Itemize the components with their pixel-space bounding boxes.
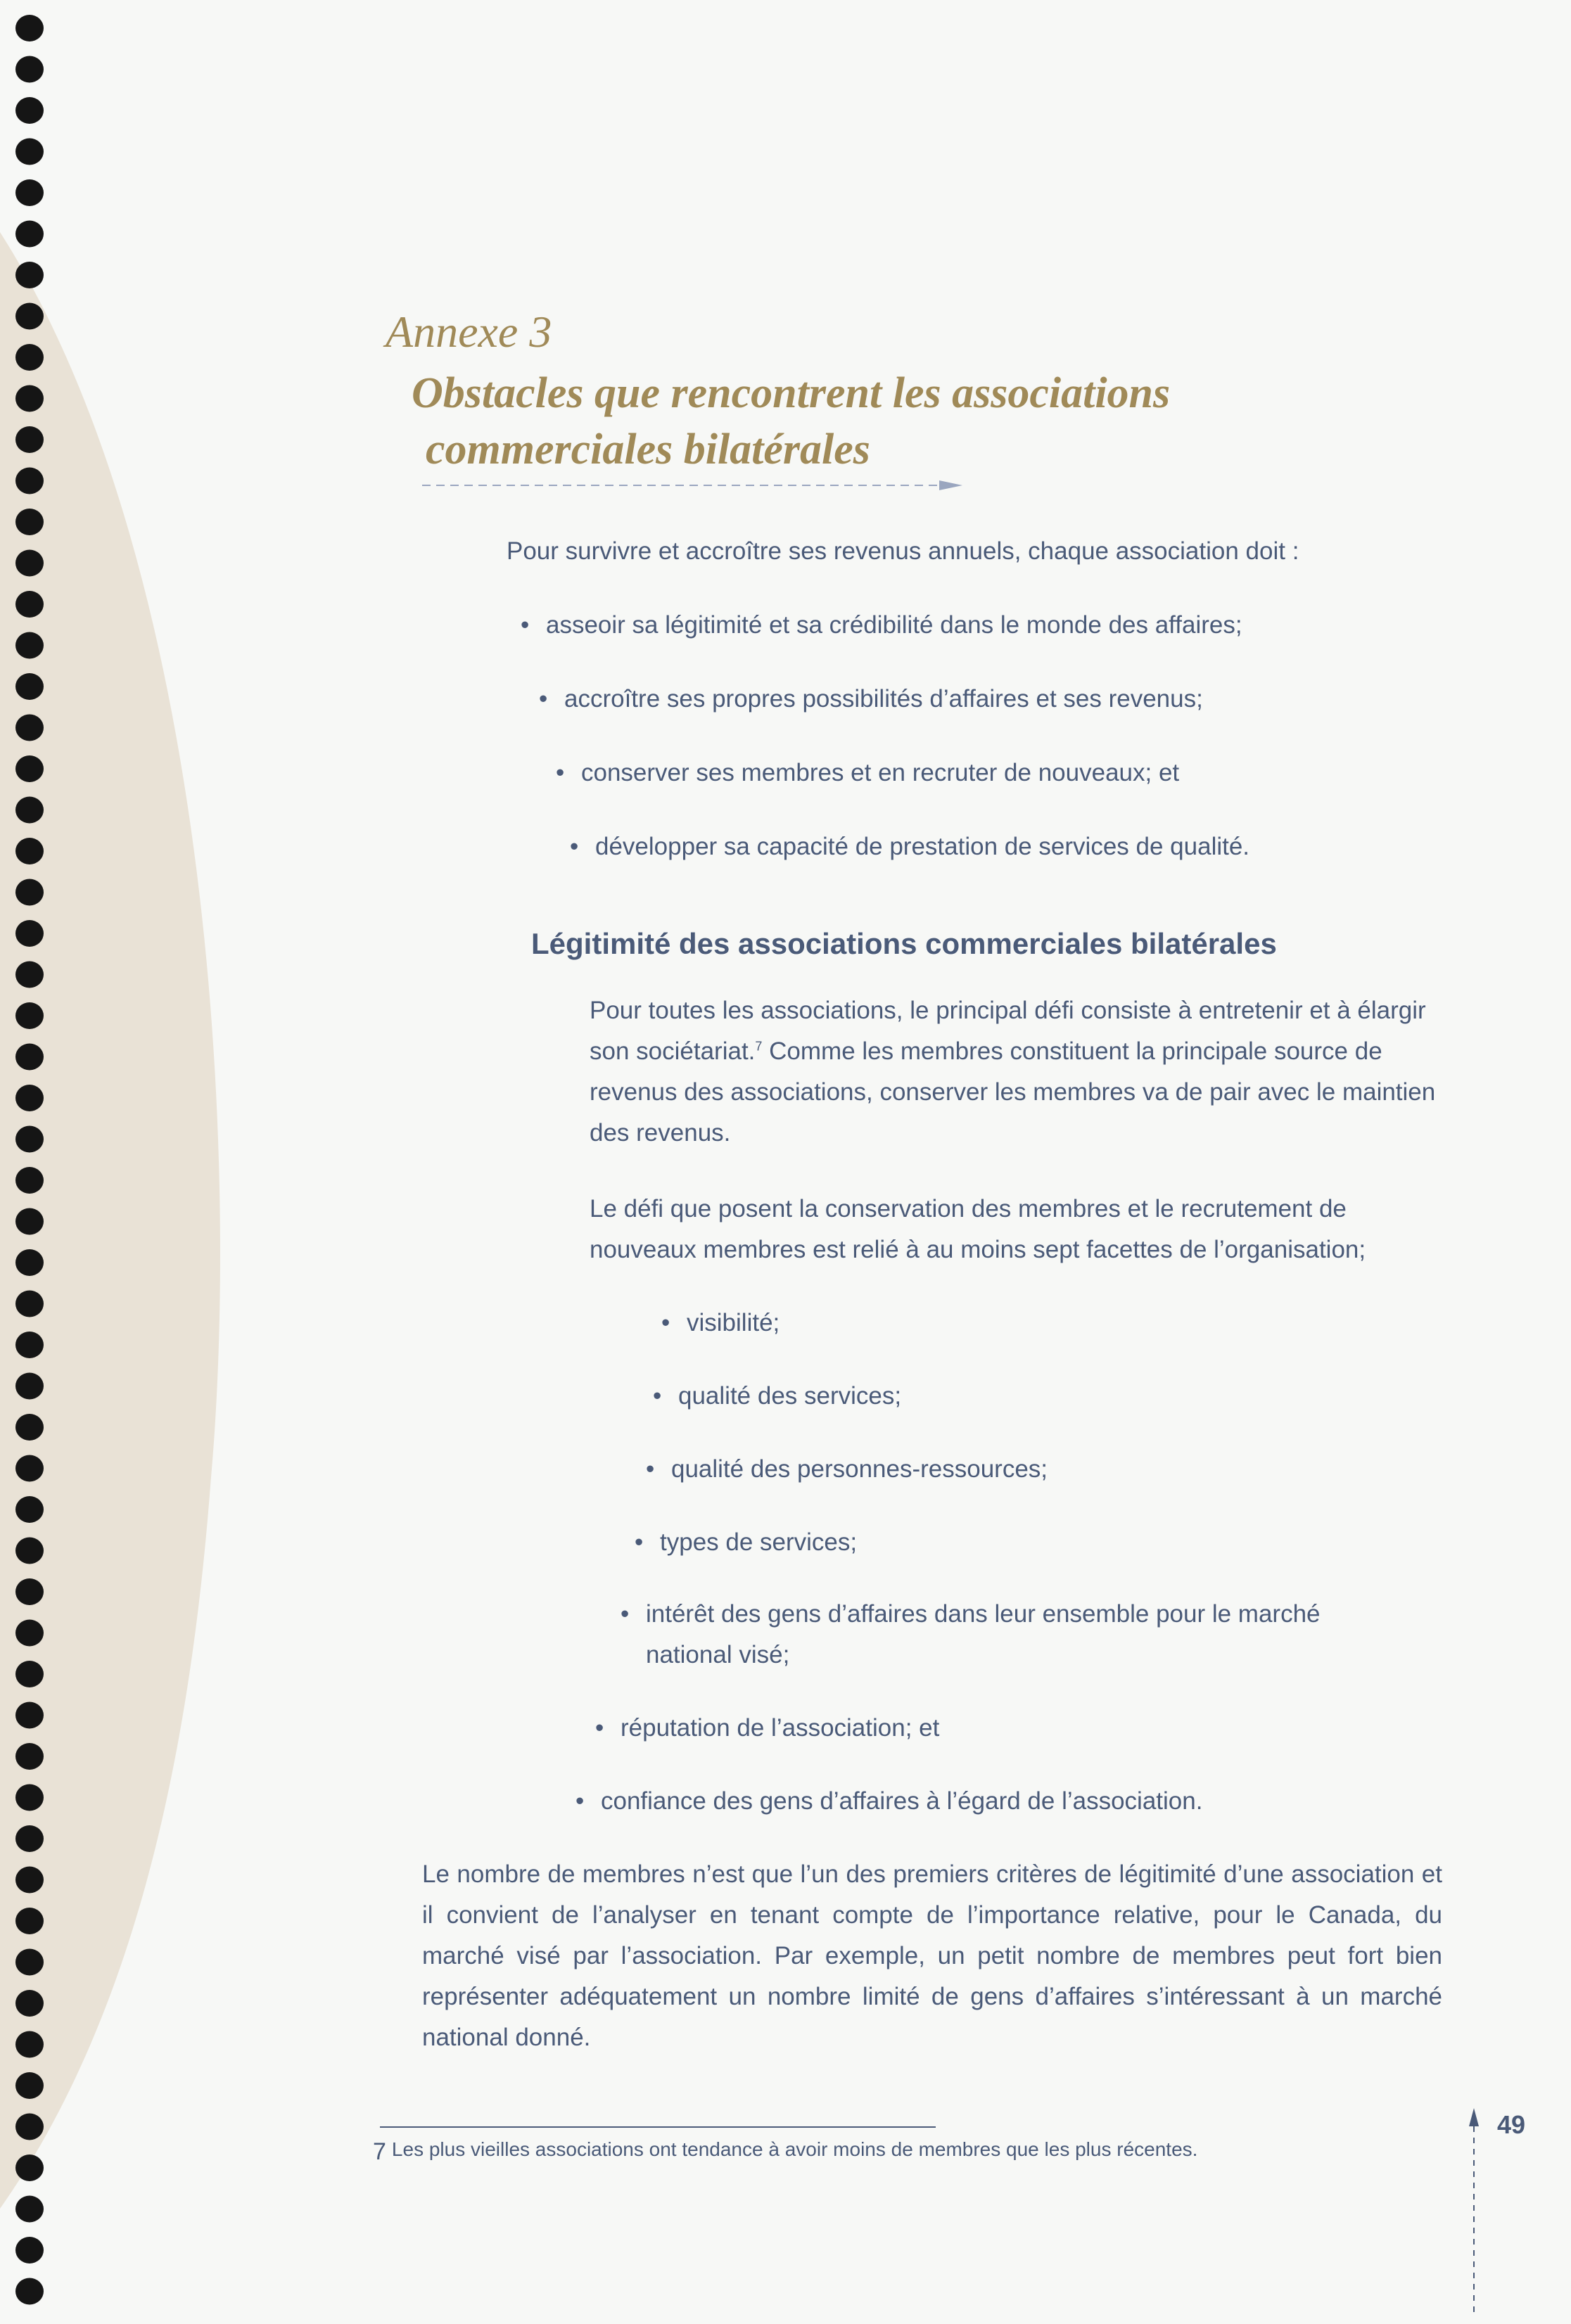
binding-hole [15, 920, 44, 947]
binding-hole [15, 1784, 44, 1811]
binding-hole [15, 838, 44, 864]
page-number: 49 [1497, 2110, 1526, 2139]
binding-hole [15, 509, 44, 535]
paragraph-text: Pour toutes les associations, le principal défi consiste à entretenir et à élargir son sociétariat. [590, 997, 1426, 1065]
page-title-line-2: commerciales bilatérales [426, 426, 870, 473]
binding-hole [15, 632, 44, 659]
binding-hole [15, 591, 44, 618]
binding-hole [15, 1373, 44, 1400]
page-arrow-icon [1463, 2107, 1484, 2318]
footnote-ref: 7 [755, 1039, 763, 1054]
binding-hole [15, 1208, 44, 1235]
binding-hole [15, 1990, 44, 2017]
binding-hole [15, 468, 44, 494]
dashed-arrow-icon [422, 478, 964, 492]
binding-hole [15, 15, 44, 42]
facet-bullet: • qualité des personnes-ressources; [646, 1455, 1048, 1483]
facet-text: visibilité; [687, 1309, 780, 1336]
binding-hole [15, 879, 44, 906]
binding-hole [15, 1455, 44, 1482]
binding-hole [15, 1867, 44, 1894]
binding-hole [15, 715, 44, 741]
binding-hole [15, 1002, 44, 1029]
intro-bullet: • asseoir sa légitimité et sa crédibilité dans le monde des affaires; [521, 611, 1242, 639]
binding-hole [15, 1126, 44, 1153]
binding-hole [15, 550, 44, 577]
binding-hole [15, 385, 44, 412]
facet-text: types de services; [660, 1528, 858, 1556]
binding-hole [15, 1661, 44, 1687]
facet-text: confiance des gens d’affaires à l’égard de l’association. [601, 1787, 1203, 1815]
binding-hole [15, 1825, 44, 1852]
facet-bullet: • types de services; [635, 1528, 858, 1556]
page-title-line-1: Obstacles que rencontrent les associations [412, 369, 1171, 417]
facet-bullet: • qualité des services; [653, 1382, 902, 1410]
binding-hole [15, 1620, 44, 1647]
binding-hole [15, 1291, 44, 1317]
binding-hole [15, 1167, 44, 1194]
binding-hole [15, 97, 44, 124]
binding-hole [15, 1044, 44, 1071]
footnote-divider [380, 2126, 936, 2128]
intro-bullet: • conserver ses membres et en recruter de nouveaux; et [556, 759, 1180, 786]
binding-hole [15, 1332, 44, 1358]
intro-bullet-text: asseoir sa légitimité et sa crédibilité dans le monde des affaires; [546, 611, 1242, 639]
intro-bullet-text: développer sa capacité de prestation de services de qualité. [595, 833, 1250, 860]
binding-hole [15, 962, 44, 988]
facet-text: réputation de l’association; et [621, 1714, 940, 1742]
binding-hole [15, 1085, 44, 1111]
footnote-text: Les plus vieilles associations ont tendance à avoir moins de membres que les plus récentes. [391, 2138, 1198, 2160]
binding-hole [15, 1496, 44, 1523]
binding-hole [15, 2031, 44, 2058]
annex-label: Annexe 3 [386, 307, 552, 357]
paragraph-membership: Le nombre de membres n’est que l’un des premiers critères de légitimité d’une association et il convient de l’analyser en tenant compte de l’importance relative, pour le Canada, du marché visé par l’association. Par exemple, un petit nombre de membres peut fort bien représenter adéquatement un nombre limité de gens d’affaires s’intéressant à un marché national donné. [422, 1860, 1442, 2051]
binding-hole [15, 1908, 44, 1934]
facet-text: qualité des services; [678, 1382, 902, 1410]
facet-text: qualité des personnes-ressources; [671, 1455, 1048, 1483]
binding-hole [15, 2278, 44, 2305]
facet-text: intérêt des gens d’affaires dans leur ensemble pour le marché [646, 1600, 1321, 1628]
binding-hole [15, 221, 44, 248]
intro-bullet: • accroître ses propres possibilités d’affaires et ses revenus; [539, 685, 1203, 713]
binding-hole [15, 755, 44, 782]
binding-hole [15, 2154, 44, 2181]
binding-hole [15, 1249, 44, 1276]
binding-hole [15, 1538, 44, 1564]
binding-hole [15, 2114, 44, 2140]
footnote [373, 2138, 1197, 2166]
binding-hole [15, 673, 44, 700]
paragraph-facets-intro: Le défi que posent la conservation des membres et le recrutement de nouveaux membres est relié à au moins sept facettes de l’organisation; [590, 1195, 1366, 1263]
binding-hole [15, 179, 44, 206]
intro-bullet-text: conserver ses membres et en recruter de nouveaux; et [581, 759, 1180, 786]
paragraph-sociétariat [590, 990, 1451, 1154]
binding-hole [15, 262, 44, 288]
paragraph-text: Comme les membres constituent la principale source de revenus des associations, conserver les membres va de pair avec le maintien des revenus. [590, 1038, 1436, 1147]
intro-bullet: • développer sa capacité de prestation de services de qualité. [570, 833, 1250, 860]
section-heading: Légitimité des associations commerciales bilatérales [531, 927, 1277, 960]
binding-hole [15, 1743, 44, 1770]
binding-hole [15, 303, 44, 330]
intro-bullet-text: accroître ses propres possibilités d’affaires et ses revenus; [564, 685, 1203, 713]
spiral-binding [0, 0, 63, 2324]
facet-bullet: • intérêt des gens d’affaires dans leur ensemble pour le marché [621, 1600, 1321, 1628]
binding-hole [15, 426, 44, 453]
binding-hole [15, 1702, 44, 1729]
facet-bullet: • réputation de l’association; et [595, 1714, 940, 1742]
facet-continuation: national visé; [646, 1641, 790, 1668]
binding-hole [15, 1578, 44, 1605]
binding-hole [15, 1949, 44, 1976]
binding-hole [15, 2196, 44, 2223]
binding-hole [15, 1414, 44, 1441]
binding-hole [15, 2072, 44, 2099]
facet-bullet: • confiance des gens d’affaires à l’égard de l’association. [575, 1787, 1203, 1815]
binding-hole [15, 797, 44, 824]
footnote-number: 7 [373, 2138, 386, 2165]
binding-hole [15, 344, 44, 371]
facet-bullet: • visibilité; [661, 1309, 780, 1336]
binding-hole [15, 2237, 44, 2264]
binding-hole [15, 56, 44, 83]
intro-text: Pour survivre et accroître ses revenus annuels, chaque association doit : [507, 537, 1299, 565]
binding-hole [15, 139, 44, 165]
